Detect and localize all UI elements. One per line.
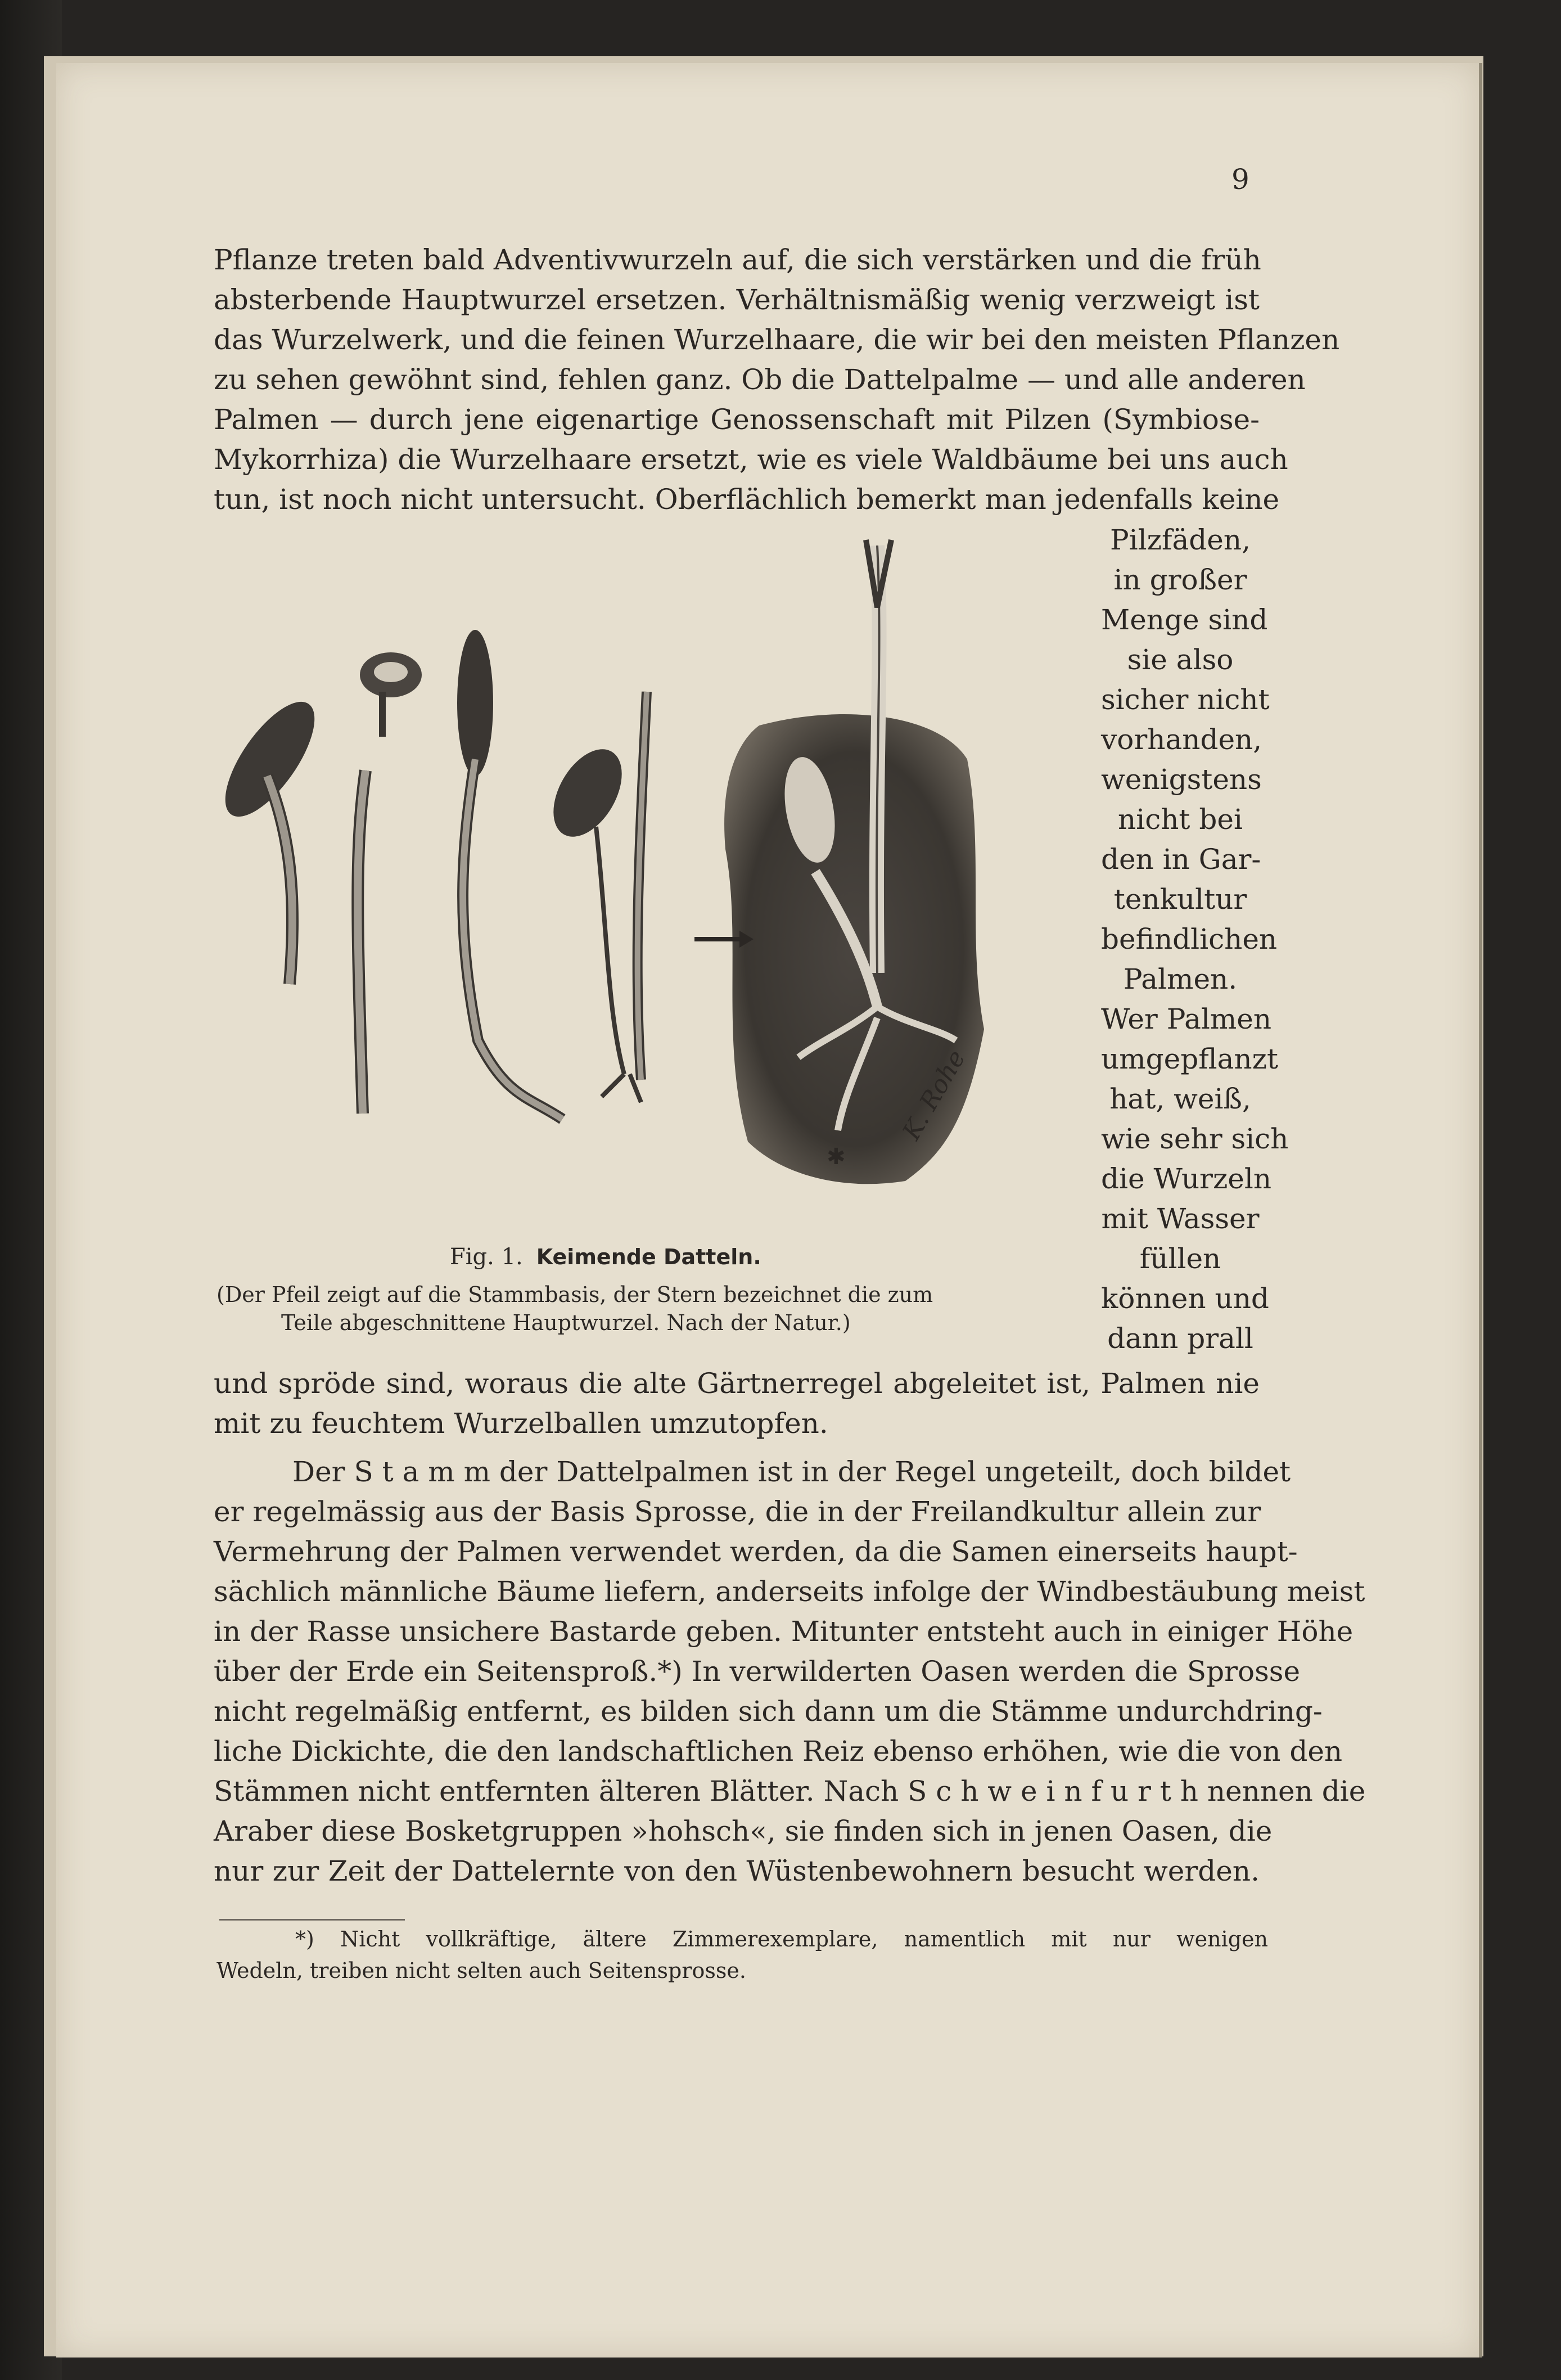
- side-line: tenkultur: [1113, 883, 1247, 916]
- side-line: Wer Palmen: [1101, 1003, 1272, 1035]
- text-line: zu sehen gewöhnt sind, fehlen ganz. Ob die Dattelpalme — und alle anderen: [214, 363, 1306, 396]
- side-line: wie sehr sich: [1101, 1123, 1289, 1155]
- after-figure-paragraph: [214, 1364, 1260, 1444]
- text-line: Der S t a m m der Dattelpalmen ist in der Regel ungeteilt, doch bildet: [292, 1455, 1291, 1488]
- side-line: dann prall: [1107, 1322, 1253, 1355]
- side-line: können und: [1101, 1282, 1269, 1315]
- text-line: in der Rasse unsichere Bastarde geben. Mitunter entsteht auch in einiger Höhe: [214, 1615, 1354, 1648]
- footnote: [216, 1923, 1268, 1986]
- text-line: über der Erde ein Seitensproß.*) In verwilderten Oasen werden die Sprosse: [214, 1655, 1301, 1688]
- side-line: den in Gar-: [1101, 843, 1261, 876]
- text-line: sächlich männliche Bäume liefern, anderseits infolge der Windbestäubung meist: [214, 1575, 1365, 1608]
- germinating-dates-illustration: [214, 534, 1068, 1254]
- figure-label: Fig. 1.: [450, 1244, 523, 1270]
- side-line: vorhanden,: [1101, 723, 1262, 756]
- figure-caption-title: [450, 1244, 761, 1270]
- side-line: wenigstens: [1101, 763, 1262, 796]
- side-line: Pilzfäden,: [1110, 524, 1251, 556]
- side-line: Palmen.: [1123, 963, 1238, 995]
- stem-paragraph: [214, 1452, 1366, 1891]
- footnote-rule: [219, 1919, 405, 1921]
- caption-line: Teile abgeschnittene Hauptwurzel. Nach der Natur.): [281, 1310, 851, 1335]
- text-line: absterbende Hauptwurzel ersetzen. Verhältnismäßig wenig verzweigt ist: [214, 283, 1260, 316]
- text-line: Vermehrung der Palmen verwendet werden, da die Samen einerseits haupt-: [214, 1535, 1298, 1568]
- illustrator-signature: K. Rohe: [897, 1045, 971, 1145]
- side-line: umgepflanzt: [1101, 1043, 1279, 1075]
- text-line: er regelmässig aus der Basis Sprosse, die in der Freilandkultur allein zur: [214, 1495, 1261, 1528]
- text-line: und spröde sind, woraus die alte Gärtnerregel abgeleitet ist, Palmen nie: [214, 1367, 1260, 1400]
- text-line: Araber diese Bosketgruppen »hohsch«, sie finden sich in jenen Oasen, die: [214, 1815, 1273, 1847]
- footnote-line: *) Nicht vollkräftige, ältere Zimmerexemplare, namentlich mit nur wenigen: [295, 1927, 1268, 1951]
- text-line: nur zur Zeit der Dattelernte von den Wüstenbewohnern besucht werden.: [214, 1855, 1260, 1887]
- side-line: nicht bei: [1118, 803, 1243, 836]
- side-line: in großer: [1113, 564, 1247, 596]
- star-marker: ✱: [827, 1144, 846, 1170]
- text-line: das Wurzelwerk, und die feinen Wurzelhaare, die wir bei den meisten Pflanzen: [214, 323, 1340, 356]
- text-line: tun, ist noch nicht untersucht. Oberflächlich bemerkt man jedenfalls keine: [214, 483, 1280, 516]
- footnote-line: Wedeln, treiben nicht selten auch Seitensprosse.: [216, 1958, 746, 1983]
- text-line: Palmen — durch jene eigenartige Genossenschaft mit Pilzen (Symbiose-: [214, 403, 1260, 436]
- side-line: mit Wasser: [1101, 1202, 1260, 1235]
- side-line: die Wurzeln: [1101, 1162, 1272, 1195]
- text-line: Mykorrhiza) die Wurzelhaare ersetzt, wie es viele Waldbäume bei uns auch: [214, 443, 1288, 476]
- seedling-in-soil: [694, 540, 984, 1184]
- text-line: liche Dickichte, die den landschaftlichen Reiz ebenso erhöhen, wie die von den: [214, 1735, 1343, 1768]
- side-line: hat, weiß,: [1109, 1083, 1251, 1115]
- top-paragraph: [214, 240, 1340, 520]
- caption-line: (Der Pfeil zeigt auf die Stammbasis, der Stern bezeichnet die zum: [216, 1282, 933, 1307]
- side-text-column: [1101, 520, 1289, 1359]
- side-line: befindlichen: [1101, 923, 1278, 955]
- text-line: Pflanze treten bald Adventivwurzeln auf, die sich verstärken und die früh: [214, 244, 1261, 276]
- page-number: 9: [1231, 163, 1249, 196]
- side-line: füllen: [1139, 1242, 1221, 1275]
- seedling-2: [358, 652, 422, 1114]
- side-line: sicher nicht: [1101, 683, 1270, 716]
- text-line: nicht regelmäßig entfernt, es bilden sich dann um die Stämme undurchdring-: [214, 1695, 1323, 1728]
- seedling-3: [457, 630, 562, 1119]
- text-line: mit zu feuchtem Wurzelballen umzutopfen.: [214, 1407, 828, 1440]
- text-line: Stämmen nicht entfernten älteren Blätter. Nach S c h w e i n f u r t h nennen die: [214, 1775, 1366, 1807]
- side-line: Menge sind: [1101, 603, 1268, 636]
- side-line: sie also: [1127, 643, 1234, 676]
- figure-caption-note: [216, 1281, 1077, 1337]
- figure-title: Keimende Datteln.: [536, 1245, 761, 1269]
- seedling-1: [214, 688, 331, 984]
- seedling-4: [539, 692, 647, 1102]
